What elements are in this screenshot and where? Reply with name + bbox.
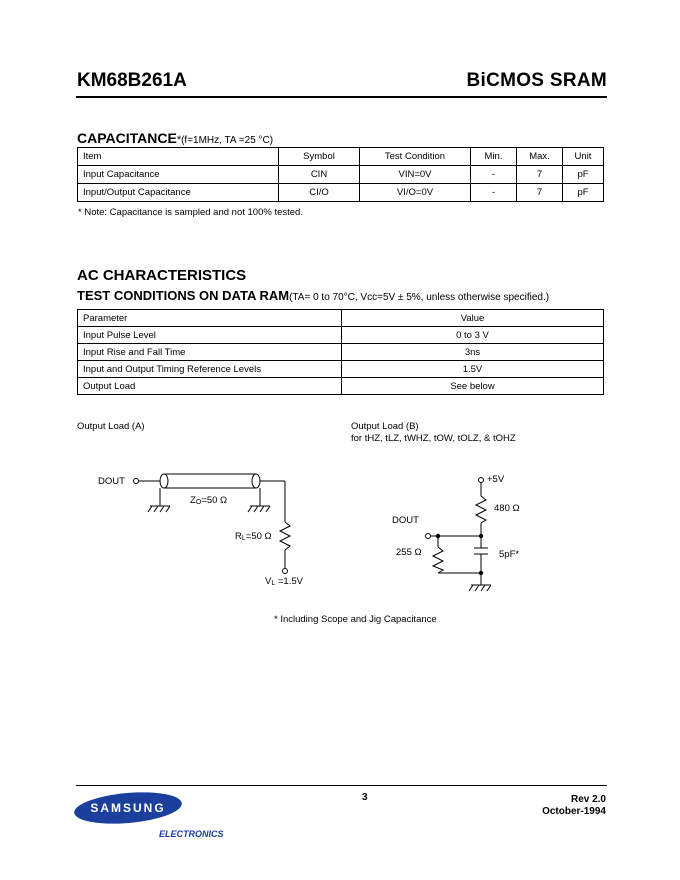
z0-label: ZO=50 Ω [190,495,228,506]
header-rule [76,96,607,98]
table-row [78,344,604,361]
table-row [78,327,604,344]
dout-terminal [426,534,431,539]
cell: Input and Output Timing Reference Levels [78,361,342,378]
rl-resistor [280,522,290,550]
ac-subheading [77,287,549,305]
cell: VIN=0V [360,166,471,184]
col-header: Test Condition [360,148,471,166]
cell: CI/O [279,184,360,202]
r2-resistor [433,547,443,573]
col-header: Symbol [279,148,360,166]
samsung-logo-icon [72,791,184,827]
ac-conditions: (TA= 0 to 70°C, Vcc=5V ± 5%, unless otherwise specified.) [289,292,550,303]
dout-terminal [134,479,139,484]
cell: Input Rise and Fall Time [78,344,342,361]
cell: 7 [517,166,563,184]
footer-rule [76,785,607,786]
capacitance-conditions: (f=1MHz, TA =25 °C) [181,135,274,146]
revision: Rev 2.0 [570,794,606,805]
table-row [78,166,604,184]
col-header: Unit [563,148,604,166]
capacitance-star: * [176,134,182,146]
r1-resistor [476,496,486,523]
electronics-label: ELECTRONICS [159,829,224,839]
cell: Input Pulse Level [78,327,342,344]
cell: Input Capacitance [78,166,279,184]
capacitance-table [77,147,604,202]
capacitance-heading [77,130,273,148]
r2-label: 255 Ω [396,547,422,558]
cell: Output Load [78,378,342,395]
coax-line [164,474,256,488]
table-header-row [78,310,604,327]
revision-date: October-1994 [542,806,606,817]
r1-label: 480 Ω [494,503,520,514]
table-row [78,184,604,202]
part-number: KM68B261A [77,70,187,91]
scope-note: * Including Scope and Jig Capacitance [274,614,437,625]
cell: pF [563,166,604,184]
cell: pF [563,184,604,202]
table-row [78,378,604,395]
cell: Input/Output Capacitance [78,184,279,202]
load-b-subtitle: for tHZ, tLZ, tWHZ, tOW, tOLZ, & tOHZ [351,433,516,444]
ac-subtitle: TEST CONDITIONS ON DATA RAM [77,288,290,303]
table-header-row [78,148,604,166]
output-load-circuits [0,460,680,600]
vl-label: VL =1.5V [265,576,303,587]
table-row [78,361,604,378]
load-a-title: Output Load (A) [77,421,145,432]
load-b-dout-label: DOUT [392,515,419,526]
load-a-circuit [98,474,290,574]
col-header: Parameter [78,310,342,327]
cell: 1.5V [342,361,604,378]
cell: - [471,184,517,202]
load-b-title: Output Load (B) [351,421,419,432]
cell: - [471,166,517,184]
supply-label: +5V [487,474,505,485]
samsung-logo [72,791,184,827]
supply-terminal [479,478,484,483]
ac-title: AC CHARACTERISTICS [77,267,247,284]
col-header: Item [78,148,279,166]
cell: See below [342,378,604,395]
col-header: Min. [471,148,517,166]
vl-terminal [283,569,288,574]
capacitance-title: CAPACITANCE [77,130,177,146]
cell: CIN [279,166,360,184]
svg-text:SAMSUNG: SAMSUNG [90,801,166,815]
cell: 3ns [342,344,604,361]
cap-label: 5pF* [499,549,520,560]
product-type: BiCMOS SRAM [466,70,607,91]
cell: 7 [517,184,563,202]
ac-table [77,309,604,395]
page-number: 3 [362,792,368,803]
rl-label: RL=50 Ω [235,531,272,542]
capacitance-note: * Note: Capacitance is sampled and not 100% tested. [78,207,303,218]
load-a-dout-label: DOUT [98,476,125,487]
cell: 0 to 3 V [342,327,604,344]
col-header: Value [342,310,604,327]
cell: VI/O=0V [360,184,471,202]
col-header: Max. [517,148,563,166]
